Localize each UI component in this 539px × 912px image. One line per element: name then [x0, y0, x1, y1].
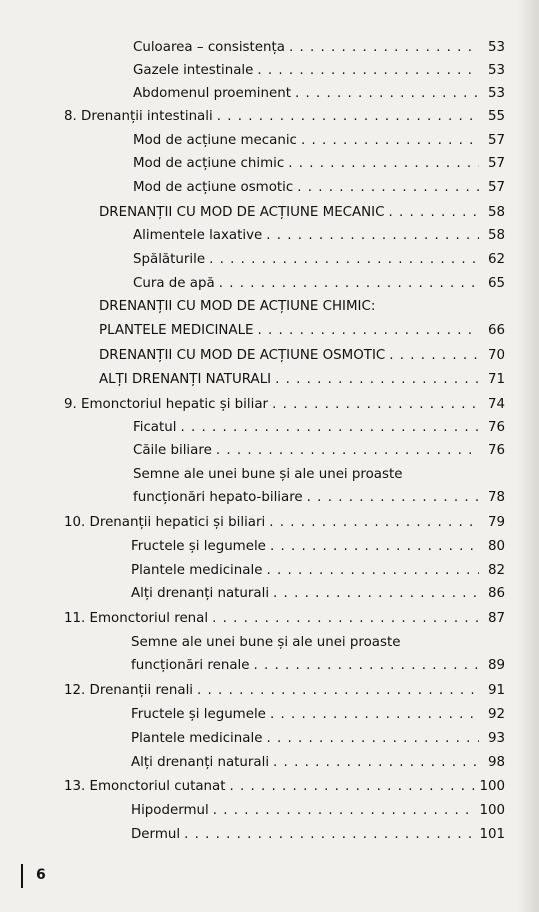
toc-entry-title: PLANTELE MEDICINALE	[99, 323, 254, 338]
dot-leader	[212, 611, 479, 627]
toc-entry-title: Plantele medicinale	[131, 563, 263, 578]
toc-entry	[131, 586, 505, 602]
toc-entry-title-line1: Semne ale unei bune și ale unei proaste	[131, 635, 401, 650]
page-number-rule	[21, 864, 23, 888]
toc-entry	[133, 40, 505, 56]
dot-leader	[257, 63, 479, 79]
toc-entry-page: 93	[487, 731, 505, 746]
toc-entry-page: 74	[487, 397, 505, 412]
toc-entry-title: Ficatul	[133, 420, 177, 435]
toc-entry-title: Fructele și legumele	[131, 539, 266, 554]
toc-entry	[64, 779, 505, 795]
toc-entry-page: 53	[487, 40, 505, 55]
toc-entry-page: 71	[487, 372, 505, 387]
toc-entry-page: 57	[487, 133, 505, 148]
dot-leader	[266, 563, 479, 579]
toc-entry-page: 76	[487, 420, 505, 435]
dot-leader	[307, 490, 479, 506]
toc-entry-page: 78	[487, 490, 505, 505]
toc-entry	[133, 228, 505, 244]
toc-entry	[64, 683, 505, 699]
dot-leader	[273, 586, 479, 602]
toc-entry-page: 100	[479, 779, 505, 794]
toc-entry	[133, 133, 505, 149]
dot-leader	[184, 827, 475, 843]
toc-entry-title: Cura de apă	[133, 276, 215, 291]
page-edge-shadow	[517, 0, 539, 912]
toc-entry-title: 11. Emonctoriul renal	[64, 611, 209, 626]
dot-leader	[297, 180, 479, 196]
toc-entry	[99, 372, 505, 388]
page-number: 6	[36, 867, 46, 883]
dot-leader	[388, 205, 479, 221]
dot-leader	[266, 731, 479, 747]
toc-entry	[133, 420, 505, 436]
dot-leader	[229, 779, 475, 795]
toc-entry	[131, 827, 505, 843]
toc-entry-page: 58	[487, 228, 505, 243]
toc-entry	[131, 803, 505, 819]
dot-leader	[258, 323, 479, 339]
toc-entry-title: Alți drenanți naturali	[131, 586, 270, 601]
toc-entry-page: 57	[487, 156, 505, 171]
toc-entry-title: 13. Emonctoriul cutanat	[64, 779, 226, 794]
toc-entry-page: 91	[487, 683, 505, 698]
dot-leader	[273, 755, 479, 771]
toc-entry	[133, 443, 505, 459]
toc-entry-page: 87	[487, 611, 505, 626]
dot-leader	[389, 348, 479, 364]
toc-entry	[131, 563, 505, 579]
toc-entry	[133, 490, 505, 506]
dot-leader	[269, 515, 479, 531]
toc-entry-page: 53	[487, 86, 505, 101]
toc-entry	[99, 348, 505, 364]
toc-entry	[131, 658, 505, 674]
dot-leader	[213, 803, 476, 819]
toc-entry-page: 53	[487, 63, 505, 78]
dot-leader	[272, 397, 479, 413]
toc-entry-title-line1: Semne ale unei bune și ale unei proaste	[133, 467, 403, 482]
toc-entry-title: ALȚI DRENANȚI NATURALI	[99, 372, 272, 387]
toc-entry	[133, 86, 505, 102]
toc-entry-page: 89	[487, 658, 505, 673]
toc-entry-page: 57	[487, 180, 505, 195]
toc-entry	[131, 707, 505, 723]
dot-leader	[270, 539, 479, 555]
dot-leader	[219, 276, 479, 292]
toc-entry	[99, 205, 505, 221]
toc-entry-title: Plantele medicinale	[131, 731, 263, 746]
toc-entry-page: 101	[479, 827, 505, 842]
toc-entry-title: funcționări renale	[131, 658, 250, 673]
toc-entry-page: 92	[487, 707, 505, 722]
toc-entry-page: 66	[487, 323, 505, 338]
toc-entry-title: Căile biliare	[133, 443, 212, 458]
dot-leader	[216, 443, 479, 459]
dot-leader	[254, 658, 480, 674]
toc-entry-title: Hipodermul	[131, 803, 209, 818]
toc-entry-page: 98	[487, 755, 505, 770]
toc-entry	[133, 180, 505, 196]
toc-entry-title-line1: DRENANȚII CU MOD DE ACȚIUNE CHIMIC:	[99, 299, 376, 314]
toc-entry-title: Mod de acțiune chimic	[133, 156, 285, 171]
dot-leader	[197, 683, 479, 699]
toc-entry	[133, 63, 505, 79]
toc-entry-page: 82	[487, 563, 505, 578]
toc-entry	[64, 397, 505, 413]
toc-entry-title: Alimentele laxative	[133, 228, 263, 243]
dot-leader	[209, 252, 479, 268]
dot-leader	[217, 109, 479, 125]
toc-entry	[131, 539, 505, 555]
toc-entry-title: Spălăturile	[133, 252, 206, 267]
toc-entry	[131, 755, 505, 771]
toc-entry-page: 65	[487, 276, 505, 291]
dot-leader	[301, 133, 479, 149]
toc-entry-page: 80	[487, 539, 505, 554]
toc-entry-page: 100	[479, 803, 505, 818]
toc-entry-title: Dermul	[131, 827, 181, 842]
dot-leader	[288, 156, 479, 172]
toc-entry-title: Fructele și legumele	[131, 707, 266, 722]
toc-entry-title: DRENANȚII CU MOD DE ACȚIUNE MECANIC	[99, 205, 385, 220]
toc-entry-title: Mod de acțiune osmotic	[133, 180, 294, 195]
toc-entry	[131, 731, 505, 747]
toc-entry-title: 12. Drenanții renali	[64, 683, 194, 698]
toc-entry-page: 76	[487, 443, 505, 458]
toc-entry-title: 8. Drenanții intestinali	[64, 109, 213, 124]
toc-entry	[64, 109, 505, 125]
toc-entry	[133, 252, 505, 268]
dot-leader	[275, 372, 479, 388]
dot-leader	[295, 86, 479, 102]
dot-leader	[270, 707, 479, 723]
toc-entry-title: 9. Emonctoriul hepatic și biliar	[64, 397, 269, 412]
toc-entry-page: 70	[487, 348, 505, 363]
toc-entry-title: Gazele intestinale	[133, 63, 254, 78]
toc-entry-title: Mod de acțiune mecanic	[133, 133, 297, 148]
dot-leader	[289, 40, 479, 56]
toc-entry-title: Abdomenul proeminent	[133, 86, 291, 101]
toc-entry-title: Culoarea – consistența	[133, 40, 285, 55]
toc-entry	[133, 156, 505, 172]
toc-entry-page: 55	[487, 109, 505, 124]
toc-entry	[64, 611, 505, 627]
toc-entry-page: 79	[487, 515, 505, 530]
toc-entry-page: 58	[487, 205, 505, 220]
toc-entry-title: funcționări hepato-biliare	[133, 490, 303, 505]
toc-entry-title: DRENANȚII CU MOD DE ACȚIUNE OSMOTIC	[99, 348, 386, 363]
dot-leader	[266, 228, 479, 244]
toc-entry-title: Alți drenanți naturali	[131, 755, 270, 770]
toc-entry-page: 62	[487, 252, 505, 267]
dot-leader	[180, 420, 479, 436]
toc-entry	[133, 276, 505, 292]
toc-entry	[64, 515, 505, 531]
toc-entry-page: 86	[487, 586, 505, 601]
toc-entry	[99, 323, 505, 339]
toc-entry-title: 10. Drenanții hepatici și biliari	[64, 515, 266, 530]
